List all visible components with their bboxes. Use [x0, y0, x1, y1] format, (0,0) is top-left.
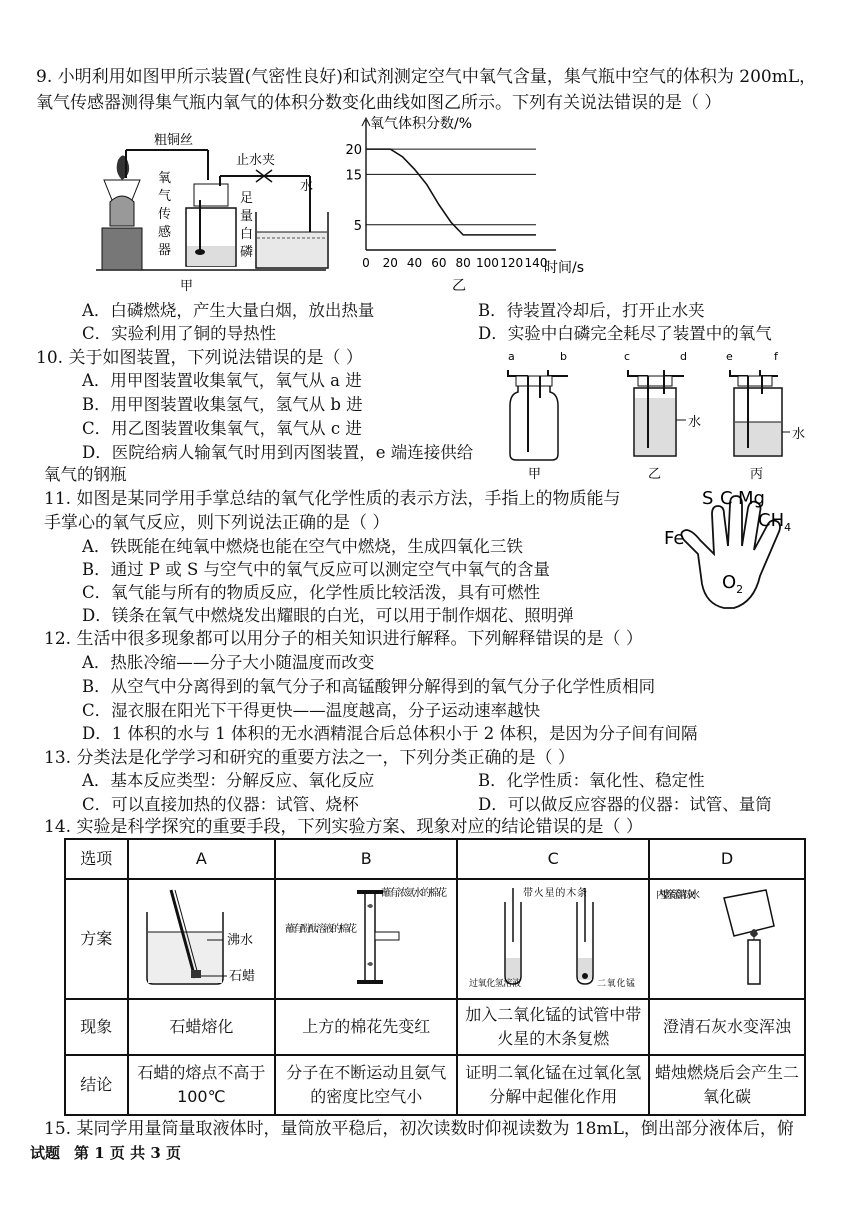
- bottle-bing: [730, 370, 805, 456]
- footer-left: 试题: [30, 1144, 61, 1162]
- q12-option-d: D．1 体积的水与 1 体积的无水酒精混合后总体积小于 2 体积，是因为分子间有间隔: [82, 724, 698, 743]
- q9-option-d: D．实验中白磷完全耗尽了装置中的氧气: [478, 324, 772, 343]
- q12-stem: 12. 生活中很多现象都可以用分子的相关知识进行解释。下列解释错误的是（ ）: [44, 629, 643, 649]
- label-f: f: [774, 350, 778, 363]
- chart-ylabel: 氧气体积分数/%: [370, 116, 473, 132]
- header-b: B: [275, 839, 457, 879]
- conclusion-c: 证明二氧化锰在过氧化氢分解中起催化作用: [457, 1055, 649, 1115]
- bottle-yi: [628, 370, 701, 456]
- label-d: d: [680, 350, 687, 363]
- y-tick-label: 20: [345, 143, 362, 159]
- hand-c: C: [720, 488, 733, 509]
- boiling-water-label: 沸水: [227, 932, 254, 948]
- q13-option-c: C．可以直接加热的仪器：试管、烧杯: [82, 795, 359, 814]
- x-tick-label: 60: [431, 256, 447, 270]
- hand-fe: Fe: [664, 528, 685, 549]
- q11-option-b: B．通过 P 或 S 与空气中的氧气反应可以测定空气中氧气的含量: [82, 560, 551, 579]
- h2o2-label: 过氧化氢溶液: [469, 978, 522, 989]
- q14-stem: 14. 实验是科学探究的重要手段，下列实验方案、现象对应的结论错误的是（ ）: [44, 817, 643, 837]
- q9-chart-yi: [336, 114, 606, 296]
- stand-block: [102, 228, 142, 270]
- q10-option-a: A．用甲图装置收集氧气，氧气从 a 进: [82, 371, 362, 390]
- header-a: A: [128, 839, 276, 879]
- yi-caption: 乙: [452, 278, 466, 294]
- plan-c-figure: [457, 879, 649, 999]
- x-tick-label: 120: [500, 256, 524, 270]
- q11-hand-figure: [658, 484, 838, 622]
- q13-option-a: A．基本反应类型：分解反应、氧化反应: [82, 771, 375, 790]
- q14-experiment-table: [64, 838, 806, 1116]
- jia-caption: 甲: [180, 279, 194, 294]
- water-label: 水: [300, 179, 314, 194]
- x-tick-label: 100: [475, 256, 499, 270]
- ammonia-tube-figure: [283, 882, 449, 990]
- chart-xlabel: 时间/s: [544, 260, 585, 276]
- table-row-phenomenon: [65, 999, 805, 1055]
- label-b: b: [560, 350, 567, 363]
- header-option: 选项: [65, 839, 128, 879]
- hand-s: S: [702, 488, 714, 509]
- q9-option-a: A．白磷燃烧，产生大量白烟，放出热量: [82, 301, 375, 320]
- q9-apparatus-jia: [96, 120, 332, 296]
- glowing-stick-label: 带火星的木条: [523, 887, 588, 899]
- hand-mg: Mg: [738, 488, 765, 509]
- row-label-conclusion: 结论: [65, 1055, 128, 1115]
- x-tick-label: 80: [455, 256, 471, 270]
- hand-o2: $O_2$: [722, 572, 744, 596]
- page-number: 第 1 页 共 3 页: [74, 1144, 181, 1162]
- phenolphthalein-cotton-label: 蘸有酚酞溶液的棉花: [285, 923, 358, 935]
- plan-d-figure: [649, 879, 805, 999]
- x-tick-label: 140: [524, 256, 548, 270]
- q11-option-c: C．氧气能与所有的物质反应，化学性质比较活泼，具有可燃性: [82, 583, 541, 602]
- q12-option-c: C．湿衣服在阳光下干得更快——温度越高，分子运动速率越快: [82, 701, 541, 720]
- x-tick-label: 40: [406, 256, 423, 270]
- label-c: c: [624, 350, 631, 363]
- q12-option-a: A．热胀冷缩——分子大小随温度而改变: [82, 653, 375, 672]
- q15-stem: 15. 某同学用量筒量取液体时，量筒放平稳后，初次读数时仰视读数为 18mL，倒出部分液体后，俯: [44, 1119, 794, 1139]
- q9-stem-line2: 氧气传感器测得集气瓶内氧气的体积分数变化曲线如图乙所示。下列有关说法错误的是（ ）: [36, 93, 722, 113]
- burner: [110, 196, 134, 226]
- test-tubes-figure: [467, 882, 639, 990]
- water-label-yi: 水: [688, 415, 702, 430]
- q13-stem: 13. 分类法是化学学习和研究的重要方法之一，下列分类正确的是（ ）: [44, 748, 575, 768]
- x-tick-label: 0: [362, 256, 370, 270]
- conclusion-b: 分子在不断运动且氨气的密度比空气小: [275, 1055, 457, 1115]
- q13-option-d: D．可以做反应容器的仪器：试管、量筒: [478, 795, 772, 814]
- q10-bottles: [490, 348, 820, 484]
- q9-stem-line1: 9. 小明利用如图甲所示装置(气密性良好)和试剂测定空气中氧气含量，集气瓶中空气的体积为 200mL，: [36, 67, 817, 87]
- wax-label: 石蜡: [229, 968, 256, 984]
- phenomenon-b: 上方的棉花先变红: [275, 999, 457, 1055]
- row-label-phenomenon: 现象: [65, 999, 128, 1055]
- row-label-plan: 方案: [65, 879, 128, 999]
- label-e: e: [726, 350, 733, 363]
- q11-stem-line2: 手掌心的氧气反应，则下列说法正确的是（ ）: [44, 513, 390, 533]
- table-row-conclusion: [65, 1055, 805, 1115]
- conclusion-d: 蜡烛燃烧后会产生二氧化碳: [649, 1055, 805, 1115]
- table-row-plan: [65, 879, 805, 999]
- q10-option-d-cont: 氧气的钢瓶: [44, 465, 127, 484]
- flame-coil: [117, 155, 129, 180]
- caption-yi: 乙: [648, 467, 662, 482]
- phenomenon-c: 加入二氧化锰的试管中带火星的木条复燃: [457, 999, 649, 1055]
- bottle-jia: [508, 370, 568, 460]
- mno2-label: 二氧化锰: [597, 978, 636, 989]
- header-c: C: [457, 839, 649, 879]
- phenomenon-d: 澄清石灰水变浑浊: [649, 999, 805, 1055]
- q10-option-c: C．用乙图装置收集氧气，氧气从 c 进: [82, 419, 362, 438]
- caption-bing: 丙: [750, 467, 764, 482]
- caption-jia: 甲: [528, 467, 542, 482]
- sensor-label: 氧气传感器: [158, 171, 172, 258]
- copper-label: 粗铜丝: [154, 133, 194, 148]
- q11-stem-line1: 11. 如图是某同学用手掌总结的氧气化学性质的表示方法，手指上的物质能与: [44, 489, 621, 509]
- clamp-label: 止水夹: [236, 153, 276, 168]
- q9-option-b: B．待装置冷却后，打开止水夹: [478, 301, 705, 320]
- q11-option-a: A．铁既能在纯氧中燃烧也能在空气中燃烧，生成四氧化三铁: [82, 537, 523, 556]
- q10-stem: 10. 关于如图装置，下列说法错误的是（ ）: [36, 348, 363, 368]
- conclusion-a: 石蜡的熔点不高于 100℃: [128, 1055, 276, 1115]
- y-tick-label: 5: [353, 218, 362, 234]
- water-label-bing: 水: [792, 427, 806, 442]
- q10-option-d: D．医院给病人输氧气时用到丙图装置，e 端连接供给: [82, 443, 474, 462]
- phosphorus-label: 足量白磷: [240, 191, 254, 260]
- q10-option-b: B．用甲图装置收集氢气，氢气从 b 进: [82, 395, 363, 414]
- x-tick-label: 20: [382, 256, 398, 270]
- oxygen-curve: [366, 149, 536, 235]
- candle-beaker-figure: [654, 882, 800, 990]
- y-tick-label: 15: [345, 168, 362, 184]
- q13-option-b: B．化学性质：氧化性、稳定性: [478, 771, 705, 790]
- limewater-label: 内壁涂有澄清石灰水: [656, 889, 700, 901]
- table-header-row: [65, 839, 805, 879]
- header-d: D: [649, 839, 805, 879]
- plan-a-figure: [128, 879, 276, 999]
- q11-option-d: D．镁条在氧气中燃烧发出耀眼的白光，可以用于制作烟花、照明弹: [82, 606, 574, 625]
- plan-b-figure: [275, 879, 457, 999]
- q12-option-b: B．从空气中分离得到的氧气分子和高锰酸钾分解得到的氧气分子化学性质相同: [82, 677, 656, 696]
- label-a: a: [508, 350, 515, 363]
- beaker-wax-figure: [137, 882, 265, 990]
- ammonia-cotton-label: 蘸有浓氨水的棉花: [381, 887, 448, 899]
- q9-option-c: C．实验利用了铜的导热性: [82, 324, 277, 343]
- hand-ch4: $CH_4$: [758, 510, 792, 534]
- phenomenon-a: 石蜡熔化: [128, 999, 276, 1055]
